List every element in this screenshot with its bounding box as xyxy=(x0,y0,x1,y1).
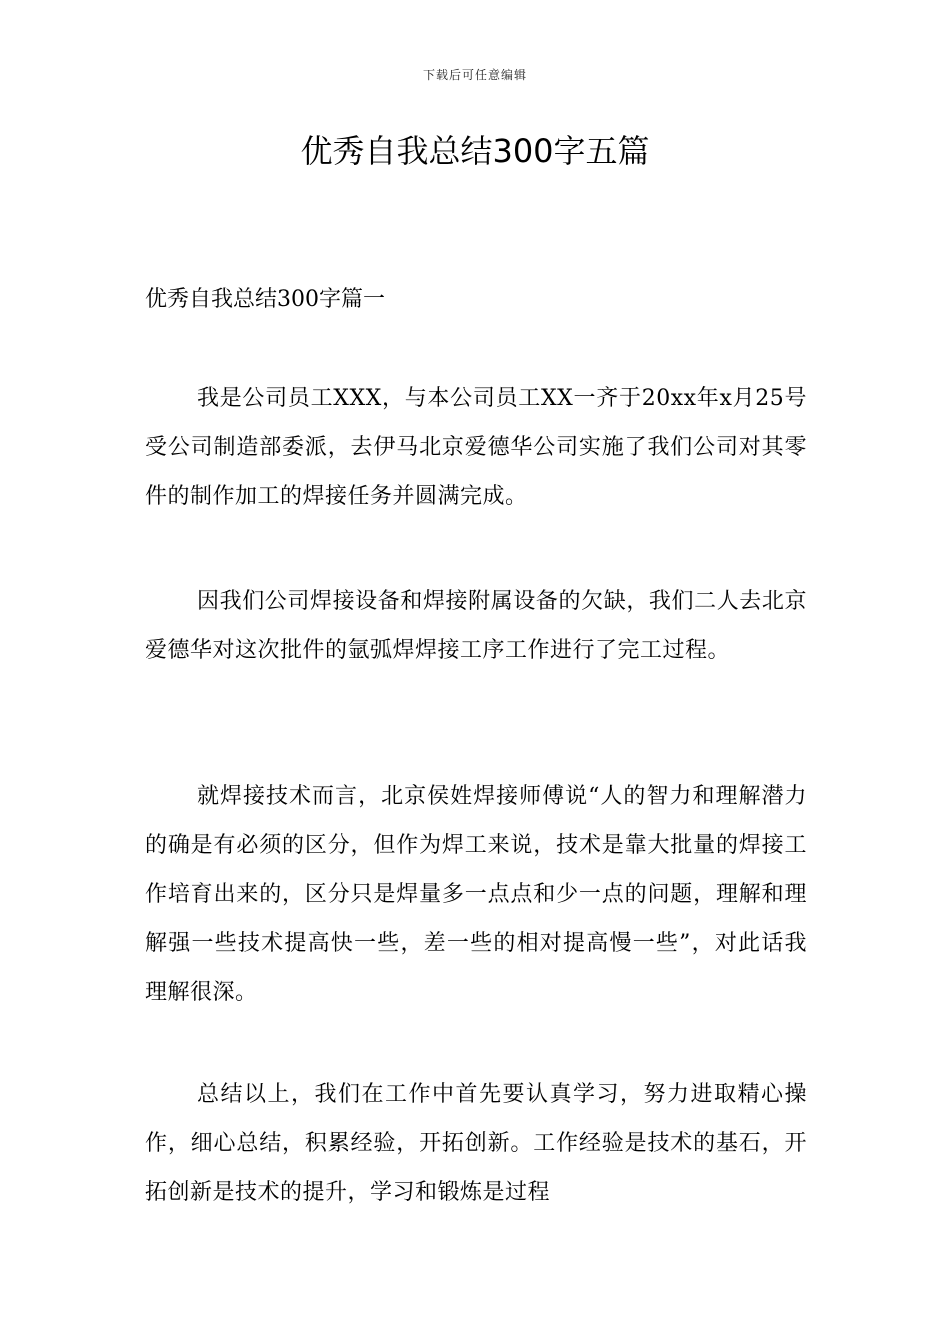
section-heading: 优秀自我总结300字篇一 xyxy=(145,287,385,312)
paragraph-4: 总结以上，我们在工作中首先要认真学习，努力进取精心操作，细心总结，积累经验，开拓创新。工作经验是技术的基石，开拓创新是技术的提升，学习和锻炼是过程 xyxy=(145,1082,807,1205)
paragraph-3: 就焊接技术而言，北京侯姓焊接师傅说“人的智力和理解潜力的确是有必须的区分，但作为焊工来说，技术是靠大批量的焊接工作培育出来的，区分只是焊量多一点点和少一点的问题，理解和理解强一些技术提高快一些，差一些的相对提高慢一些”，对此话我理解很深。 xyxy=(145,784,807,1005)
paragraph-1: 我是公司员工XXX，与本公司员工XX一齐于20xx年x月25号受公司制造部委派，去伊马北京爱德华公司实施了我们公司对其零件的制作加工的焊接任务并圆满完成。 xyxy=(145,386,807,509)
document-title: 优秀自我总结300字五篇 xyxy=(300,132,650,170)
download-note: 下载后可任意编辑 xyxy=(422,68,527,82)
paragraph-2: 因我们公司焊接设备和焊接附属设备的欠缺，我们二人去北京爱德华对这次批件的氩弧焊焊接工序工作进行了完工过程。 xyxy=(145,589,807,663)
